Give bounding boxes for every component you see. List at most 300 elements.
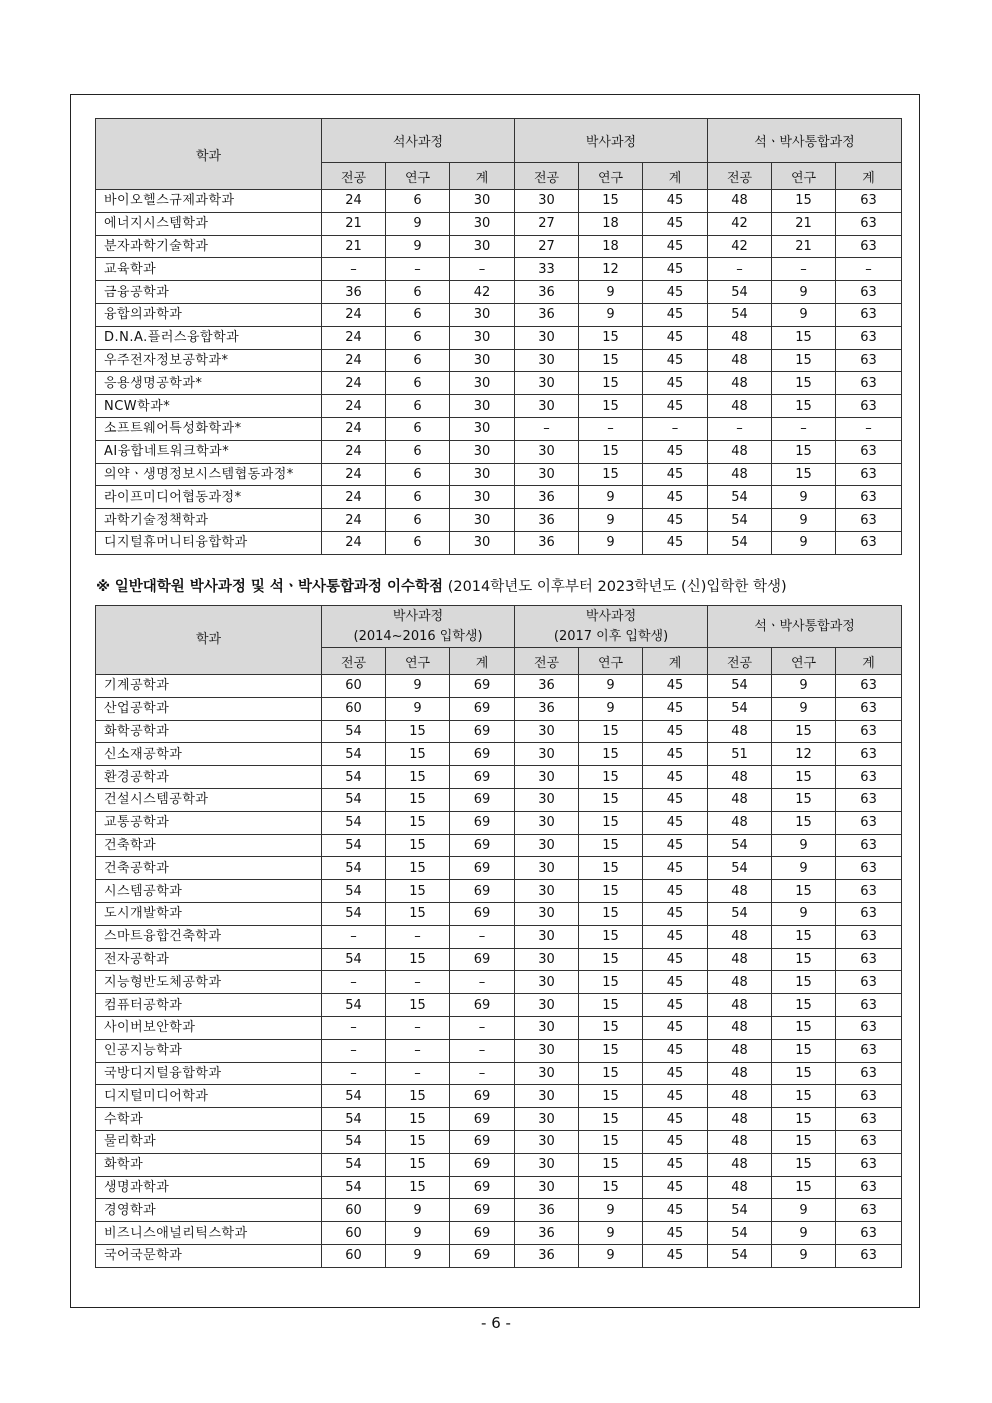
credit-cell: 45 [643,902,708,925]
credit-cell: 45 [643,509,708,532]
credit-cell: 9 [386,1244,450,1267]
credit-cell: 63 [836,948,902,971]
credit-cell: 15 [579,1039,643,1062]
credit-cell: 48 [708,349,772,372]
credit-cell: 24 [322,509,386,532]
credit-cell: 15 [772,440,836,463]
dept-name-cell: 인공지능학과 [96,1039,322,1062]
dept-name-cell: 컴퓨터공학과 [96,994,322,1017]
credit-cell: 9 [772,531,836,554]
credit-cell: 9 [579,1222,643,1245]
credit-cell: 63 [836,281,902,304]
credit-cell: 24 [322,372,386,395]
credit-cell: 48 [708,994,772,1017]
credit-cell: 63 [836,925,902,948]
credit-cell: – [322,258,386,281]
credit-cell: 27 [515,212,579,235]
table-row [96,281,902,304]
subheader-cell: 전공 [322,163,386,190]
credit-cell: 21 [772,212,836,235]
subheader-cell: 계 [643,163,708,190]
credit-cell: 36 [515,1244,579,1267]
credit-cell: 15 [579,440,643,463]
dept-name-cell: 분자과학기술학과 [96,235,322,258]
credit-cell: – [386,1016,450,1039]
credit-cell: 45 [643,697,708,720]
credit-cell: 36 [515,509,579,532]
credit-cell: 36 [515,281,579,304]
credit-cell: 54 [708,303,772,326]
dept-name-cell: 건축공학과 [96,857,322,880]
credit-cell: 15 [772,1176,836,1199]
credit-cell: 15 [386,811,450,834]
credit-cell: 36 [515,303,579,326]
credit-cell: 18 [579,212,643,235]
credit-cell: 42 [450,281,515,304]
credit-cell: 15 [772,880,836,903]
table-row [96,902,902,925]
credit-cell: 15 [579,948,643,971]
dept-name-cell: 시스템공학과 [96,880,322,903]
subheader-cell: 연구 [579,648,643,675]
credit-cell: 30 [515,720,579,743]
credit-cell: 9 [772,1199,836,1222]
table-row [96,811,902,834]
credit-cell: 63 [836,303,902,326]
credit-cell: 69 [450,1244,515,1267]
credit-cell: 36 [515,1222,579,1245]
credit-cell: 48 [708,190,772,213]
credit-cell: 15 [772,190,836,213]
credit-cell: 30 [515,902,579,925]
credit-cell: 48 [708,326,772,349]
credit-cell: 45 [643,1062,708,1085]
credit-cell: 15 [772,1062,836,1085]
credit-cell: 48 [708,948,772,971]
credit-cell: 15 [772,720,836,743]
dept-name-cell: 수학과 [96,1108,322,1131]
section-marker: ※ [96,579,111,595]
credit-cell: 63 [836,372,902,395]
credit-cell: 63 [836,902,902,925]
credit-cell: 60 [322,675,386,698]
credit-cell: – [322,1039,386,1062]
credit-cell: 9 [386,697,450,720]
credit-cell: 15 [772,326,836,349]
credit-cell: 15 [579,925,643,948]
credit-cell: 45 [643,1176,708,1199]
credit-cell: 69 [450,788,515,811]
credit-cell: 54 [708,675,772,698]
credit-cell: 60 [322,697,386,720]
credit-cell: 63 [836,1062,902,1085]
credit-cell: 45 [643,1199,708,1222]
credit-cell: 9 [772,1244,836,1267]
header-doctoral: 박사과정 [515,119,708,163]
credit-cell: – [450,971,515,994]
credit-cell: 63 [836,788,902,811]
credit-cell: 63 [836,509,902,532]
credit-cell: 30 [515,190,579,213]
credit-cell: 45 [643,486,708,509]
credit-cell: 15 [772,925,836,948]
credit-cell: 69 [450,743,515,766]
credit-cell: 45 [643,811,708,834]
credit-cell: 15 [772,1016,836,1039]
credit-cell: 15 [579,1085,643,1108]
table-row [96,743,902,766]
credit-cell: 30 [450,326,515,349]
credit-cell: 36 [515,1199,579,1222]
credit-cell: 54 [708,697,772,720]
credit-cell: 15 [579,1130,643,1153]
credit-cell: 30 [515,1039,579,1062]
credit-cell: 15 [386,1108,450,1131]
subheader-cell: 전공 [515,648,579,675]
credit-cell: 15 [386,766,450,789]
credit-cell: 54 [322,994,386,1017]
credit-cell: 15 [386,880,450,903]
credit-cell: 45 [643,440,708,463]
credit-cell: 69 [450,1085,515,1108]
table-row [96,697,902,720]
page-number: - 6 - [481,1314,511,1332]
dept-name-cell: 산업공학과 [96,697,322,720]
credit-cell: 9 [579,1199,643,1222]
dept-name-cell: 전자공학과 [96,948,322,971]
credit-cell: 54 [708,509,772,532]
credit-cell: 45 [643,190,708,213]
table-row [96,788,902,811]
credit-cell: 15 [386,720,450,743]
dept-name-cell: 스마트융합건축학과 [96,925,322,948]
subheader-cell: 전공 [708,163,772,190]
subheader-cell: 연구 [386,648,450,675]
credit-cell: 24 [322,440,386,463]
credit-cell: 54 [708,1222,772,1245]
credit-cell: 30 [515,1153,579,1176]
credit-cell: 48 [708,925,772,948]
credit-cell: 54 [322,857,386,880]
credit-cell: 63 [836,349,902,372]
credit-cell: 60 [322,1244,386,1267]
credit-cell: 15 [386,788,450,811]
credit-cell: 30 [450,190,515,213]
credit-cell: 63 [836,880,902,903]
credit-cell: 63 [836,212,902,235]
table-row [96,994,902,1017]
credit-cell: 30 [515,834,579,857]
credit-cell: 45 [643,1130,708,1153]
dept-name-cell: 물리학과 [96,1130,322,1153]
credit-cell: 21 [772,235,836,258]
credit-cell: 15 [772,994,836,1017]
credit-cell: 30 [450,417,515,440]
credit-cell: 69 [450,720,515,743]
credit-cell: 48 [708,440,772,463]
credit-cell: 60 [322,1222,386,1245]
credit-cell: – [772,417,836,440]
credit-cell: 15 [579,372,643,395]
credit-cell: 15 [386,1085,450,1108]
dept-name-cell: 국방디지털융합학과 [96,1062,322,1085]
credit-cell: 45 [643,326,708,349]
credit-cell: 15 [579,834,643,857]
credit-cell: – [579,417,643,440]
credit-cell: – [322,925,386,948]
header-doctoral-2017-line2: (2017 이후 입학생) [553,628,669,644]
credit-cell: 45 [643,303,708,326]
credit-cell: 30 [515,395,579,418]
credit-cell: 45 [643,1153,708,1176]
subheader-cell: 연구 [386,163,450,190]
credit-cell: 30 [515,326,579,349]
credit-cell: 45 [643,349,708,372]
credit-cell: 24 [322,463,386,486]
credit-cell: 45 [643,880,708,903]
credit-cell: 63 [836,1016,902,1039]
credit-cell: 45 [643,925,708,948]
table-row [96,1176,902,1199]
credit-cell: – [515,417,579,440]
subheader-cell: 계 [450,648,515,675]
table-row [96,1153,902,1176]
dept-name-cell: 소프트웨어특성화학과* [96,417,322,440]
credit-cell: 48 [708,463,772,486]
subheader-cell: 전공 [322,648,386,675]
subheader-cell: 전공 [515,163,579,190]
table-row [96,235,902,258]
credit-cell: 63 [836,531,902,554]
credit-cell: 6 [386,486,450,509]
credit-cell: 69 [450,1108,515,1131]
credit-cell: 30 [515,1176,579,1199]
table-row [96,486,902,509]
section-title [96,575,787,596]
credit-cell: 9 [579,509,643,532]
credit-cell: 30 [515,743,579,766]
credit-cell: 48 [708,811,772,834]
credit-cell: 63 [836,1085,902,1108]
credit-cell: 45 [643,1244,708,1267]
credit-cell: 15 [772,349,836,372]
credit-cell: 15 [579,857,643,880]
credit-cell: – [386,925,450,948]
credit-cell: 63 [836,235,902,258]
table-row [96,1130,902,1153]
dept-name-cell: 국어국문학과 [96,1244,322,1267]
credit-cell: 63 [836,1039,902,1062]
credit-cell: 15 [579,880,643,903]
credit-cell: 9 [772,834,836,857]
credit-cell: – [386,971,450,994]
credit-cell: 54 [322,720,386,743]
credit-cell: 9 [772,486,836,509]
credit-cell: 30 [515,766,579,789]
credit-cell: 54 [322,1130,386,1153]
credit-cell: 45 [643,948,708,971]
credit-cell: – [450,1039,515,1062]
credit-cell: 15 [579,743,643,766]
credit-cell: 54 [708,834,772,857]
credit-cell: 45 [643,212,708,235]
credit-cell: 54 [708,1199,772,1222]
credit-cell: 27 [515,235,579,258]
credit-cell: 63 [836,1130,902,1153]
credit-cell: 6 [386,531,450,554]
table-row [96,303,902,326]
credit-cell: 15 [579,1062,643,1085]
credit-cell: 6 [386,281,450,304]
credit-cell: 45 [643,720,708,743]
credit-cell: 24 [322,486,386,509]
credit-cell: 9 [772,697,836,720]
credit-cell: 63 [836,766,902,789]
credit-cell: 30 [515,811,579,834]
credit-cell: 15 [579,766,643,789]
credit-cell: 15 [386,994,450,1017]
credit-cell: 9 [579,697,643,720]
credit-cell: 30 [515,1130,579,1153]
credit-cell: 15 [772,1039,836,1062]
dept-name-cell: 비즈니스애널리틱스학과 [96,1222,322,1245]
credit-cell: 54 [708,531,772,554]
credit-cell: 30 [450,395,515,418]
credit-cell: 69 [450,1130,515,1153]
credit-cell: 45 [643,1222,708,1245]
credit-cell: 30 [450,349,515,372]
credit-cell: 48 [708,788,772,811]
credit-cell: 69 [450,880,515,903]
table-row [96,509,902,532]
credit-cell: 54 [322,1176,386,1199]
credit-cell: – [708,258,772,281]
credit-cell: 15 [386,1153,450,1176]
dept-name-cell: 지능형반도체공학과 [96,971,322,994]
table-row [96,190,902,213]
table-row [96,463,902,486]
credit-cell: 54 [322,902,386,925]
credit-cell: – [708,417,772,440]
dept-name-cell: 화학과 [96,1153,322,1176]
credit-cell: 63 [836,395,902,418]
credit-cell: 9 [772,857,836,880]
table-row [96,1016,902,1039]
credit-cell: 30 [515,971,579,994]
table-row [96,925,902,948]
credit-cell: 69 [450,811,515,834]
credit-cell: 24 [322,531,386,554]
credit-cell: 69 [450,766,515,789]
subheader-cell: 계 [450,163,515,190]
dept-name-cell: 건설시스템공학과 [96,788,322,811]
credit-cell: – [386,1062,450,1085]
credit-cell: 48 [708,1039,772,1062]
subheader-cell: 연구 [579,163,643,190]
credit-cell: 15 [386,834,450,857]
credit-cell: 12 [772,743,836,766]
subheader-cell: 연구 [772,648,836,675]
credit-cell: 69 [450,834,515,857]
credit-cell: 21 [322,212,386,235]
credit-cell: 54 [708,281,772,304]
credit-cell: 15 [386,948,450,971]
credit-cell: 21 [322,235,386,258]
credit-cell: 15 [772,811,836,834]
credit-cell: 63 [836,190,902,213]
credit-cell: 45 [643,857,708,880]
credit-cell: 63 [836,1244,902,1267]
credit-cell: 48 [708,720,772,743]
credit-cell: 45 [643,743,708,766]
credit-cell: – [450,1016,515,1039]
credit-cell: – [322,971,386,994]
dept-name-cell: 건축학과 [96,834,322,857]
credit-cell: 9 [386,1222,450,1245]
table-row [96,326,902,349]
credit-cell: 54 [322,743,386,766]
table-row [96,880,902,903]
credit-cell: 54 [708,857,772,880]
credit-cell: 63 [836,811,902,834]
credit-cell: 9 [579,486,643,509]
credit-cell: 48 [708,1130,772,1153]
header-dept: 학과 [96,119,322,190]
credit-cell: 48 [708,1085,772,1108]
credit-cell: 15 [772,948,836,971]
credit-cell: – [450,258,515,281]
header-integrated: 석ㆍ박사통합과정 [708,119,902,163]
header-dept: 학과 [96,606,322,675]
credit-cell: 45 [643,766,708,789]
credit-cell: 54 [322,948,386,971]
credit-cell: 15 [579,326,643,349]
credit-cell: 15 [772,463,836,486]
credit-cell: 45 [643,281,708,304]
credit-cell: 15 [772,1130,836,1153]
table-row [96,857,902,880]
table-row [96,531,902,554]
credit-cell: 63 [836,463,902,486]
subheader-cell: 계 [836,163,902,190]
credit-cell: 54 [322,834,386,857]
credit-cell: 15 [772,1085,836,1108]
table-row [96,1199,902,1222]
dept-name-cell: 바이오헬스규제과학과 [96,190,322,213]
dept-name-cell: 사이버보안학과 [96,1016,322,1039]
table-row [96,1108,902,1131]
dept-name-cell: 환경공학과 [96,766,322,789]
dept-name-cell: 우주전자정보공학과* [96,349,322,372]
credit-cell: 15 [772,788,836,811]
dept-name-cell: 금융공학과 [96,281,322,304]
subheader-cell: 계 [836,648,902,675]
credit-cell: 30 [515,857,579,880]
credit-cell: 48 [708,1153,772,1176]
credit-cell: 24 [322,395,386,418]
credit-cell: 9 [772,303,836,326]
credit-cell: 15 [772,1108,836,1131]
credit-cell: – [772,258,836,281]
credit-cell: 15 [386,857,450,880]
credit-cell: 30 [515,994,579,1017]
credit-cell: 30 [515,948,579,971]
credit-cell: – [386,258,450,281]
credit-cell: 15 [579,811,643,834]
credit-cell: 30 [515,788,579,811]
credit-cell: – [643,417,708,440]
dept-name-cell: 경영학과 [96,1199,322,1222]
